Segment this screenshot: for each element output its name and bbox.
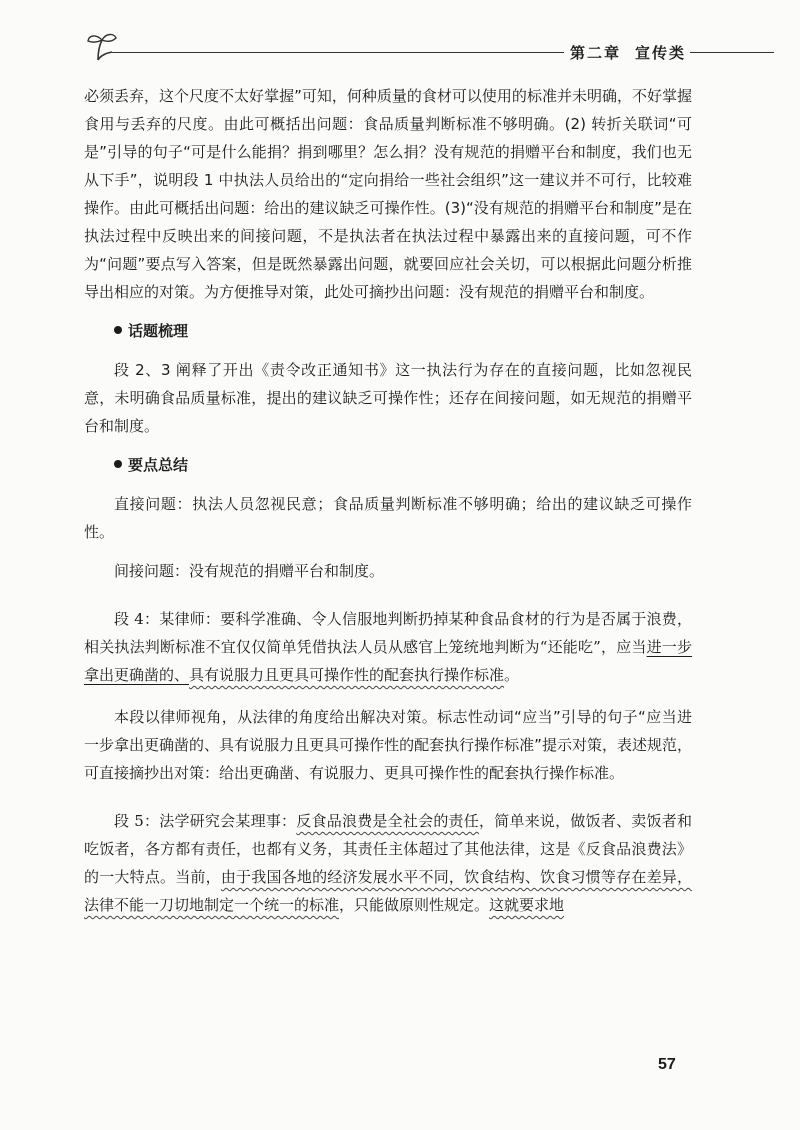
material-paragraph-5 <box>84 807 692 919</box>
summary-indirect: 间接问题：没有规范的捐赠平台和制度。 <box>114 562 385 580</box>
material-5-wavy-2: 由于我国各地的经济发展水平不同，饮食结构、饮食习惯等存在差异，法律不能一刀切地制定一个统一的标准 <box>84 868 692 914</box>
sprout-icon <box>84 30 124 66</box>
chapter-number: 第二章 <box>570 44 622 62</box>
header-rule-left <box>112 52 564 53</box>
material-4-end: 。 <box>504 666 520 684</box>
material-5-wavy-1: 反食品浪费是全社会的责任 <box>296 812 480 830</box>
topic-label: 话题梳理 <box>128 322 189 340</box>
summary-label: 要点总结 <box>128 456 189 474</box>
material-5-text-c: ，只能做原则性规定。 <box>339 896 490 914</box>
page-number: 57 <box>658 1056 676 1073</box>
analysis-paragraph-4: 本段以律师视角，从法律的角度给出解决对策。标志性动词“应当”引导的句子“应当进一步拿出更确凿的、具有说服力且更具可操作性的配套执行操作标准”提示对策，表述规范，可直接摘抄出对策：给出更确凿、有说服力、更具可操作性的配套执行操作标准。 <box>84 708 692 782</box>
material-5-wavy-3: 这就要求地 <box>489 896 565 914</box>
material-5-text-a: 段 5：法学研究会某理事： <box>114 812 297 830</box>
topic-paragraph: 段 2、3 阐释了开出《责令改正通知书》这一执法行为存在的直接问题，比如忽视民意，未明确食品质量标准，提出的建议缺乏可操作性；还存在间接问题，如无规范的捐赠平台和制度。 <box>84 361 692 435</box>
chapter-title <box>570 42 686 63</box>
summary-direct: 直接问题：执法人员忽视民意；食品质量判断标准不够明确；给出的建议缺乏可操作性。 <box>84 495 692 541</box>
header-rule-right <box>690 52 774 53</box>
bullet-icon <box>114 460 122 468</box>
material-5-text-b: ，简单来说，做饭者、卖饭者和吃饭者，各方都有责任，也都有义务，其责任主体超过了其他法律，这是《反食品浪费法》的一大特点。当前， <box>84 812 692 886</box>
topic-subheading <box>84 317 692 345</box>
summary-subheading <box>84 451 692 479</box>
paragraph-analysis-continued: 必须丢弃，这个尺度不太好掌握”可知，何种质量的食材可以使用的标准并未明确，不好掌握食用与丢弃的尺度。由此可概括出问题：食品质量判断标准不够明确。(2) 转折关联词“可是”引导的句子“可是什么能捐？捐到哪里？怎么捐？没有规范的捐赠平台和制度，我们也无从下手”，说明段 1 中执法人员给出的“定向捐给一些社会组织”这一建议并不可行，比较难操作。由此可概括出问题：给出的建议缺乏可操作性。(3)“没有规范的捐赠平台和制度”是在执法过程中反映出来的间接问题，不是执法者在执法过程中暴露出来的直接问题，可不作为“问题”要点写入答案，但是既然暴露出问题，就要回应社会关切，可以根据此问题分析推导出相应的对策。为方便推导对策，此处可摘抄出问题：没有规范的捐赠平台和制度。 <box>84 87 692 301</box>
material-paragraph-4 <box>84 605 692 689</box>
bullet-icon <box>114 326 122 334</box>
material-4-underline-2: 具有说服力且更具可操作性的配套执行操作标准 <box>189 666 505 684</box>
material-4-underline-1: 进一步拿出更确凿的、 <box>84 638 692 684</box>
section-name: 宣传类 <box>635 44 687 62</box>
body-text <box>84 82 692 919</box>
page-header <box>84 30 774 70</box>
material-4-text: 段 4：某律师：要科学准确、令人信服地判断扔掉某种食品食材的行为是否属于浪费，相关执法判断标准不宜仅仅简单凭借执法人员从感官上笼统地判断为“还能吃”，应当 <box>84 610 692 656</box>
